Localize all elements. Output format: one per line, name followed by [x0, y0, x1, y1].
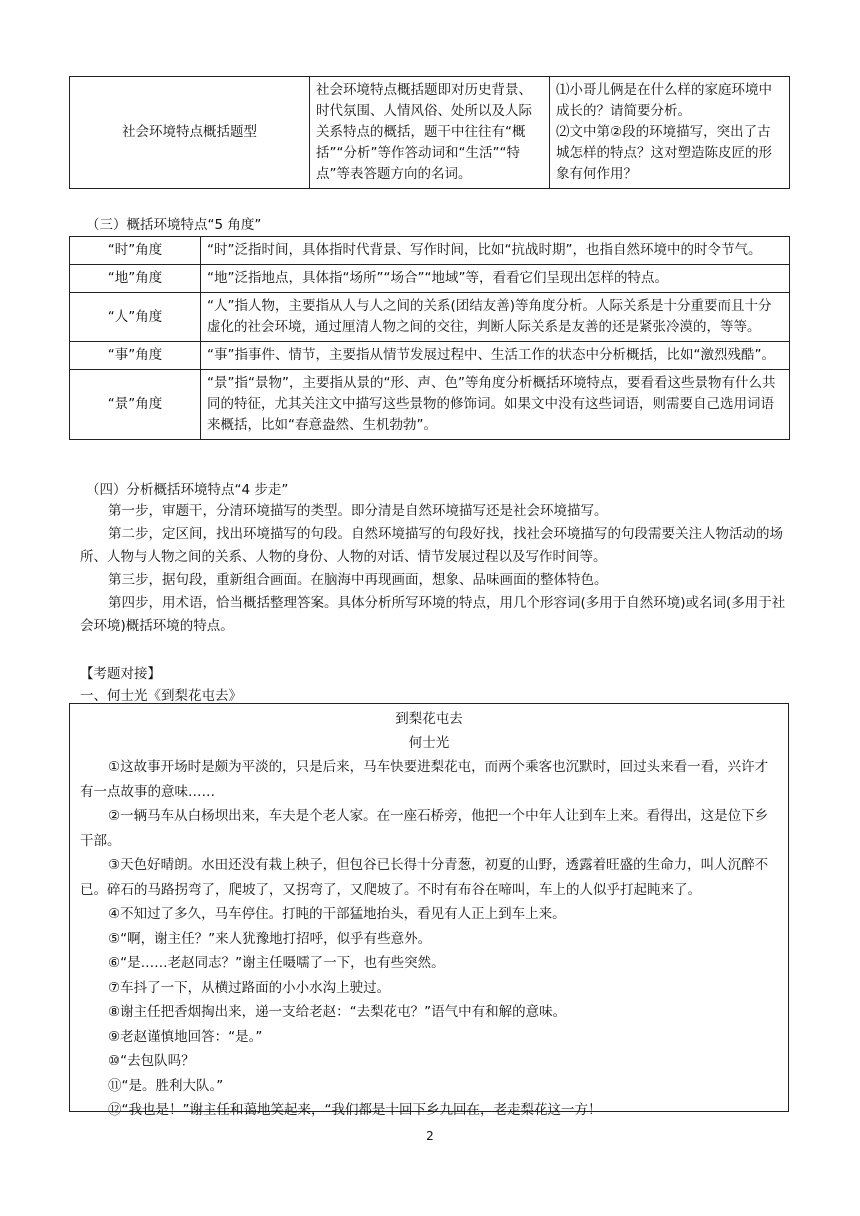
table-row — [70, 237, 790, 265]
type-label-cell: 社会环境特点概括题型 — [70, 77, 310, 189]
angle-text: “事”指事件、情节，主要指从情节发展过程中、生活工作的状态中分析概括，比如“激烈残酷”。 — [201, 342, 790, 370]
section-heading: （三）概括环境特点“5 角度” — [86, 217, 262, 233]
angle-key: “景”角度 — [70, 370, 201, 440]
step-paragraph: 第四步，用术语，恰当概括整理答案。具体分析所写环境的特点，用几个形容词(多用于自然环境)或名词(多用于社会环境)概括环境的特点。 — [80, 595, 786, 634]
table-row — [70, 293, 790, 342]
passage-author: 何士光 — [408, 735, 450, 751]
angle-text: “人”指人物，主要指从人与人之间的关系(团结友善)等角度分析。人际关系是十分重要而且十分虚化的社会环境，通过厘清人物之间的交往，判断人际关系是友善的还是紧张冷漠的，等等。 — [201, 293, 790, 342]
reading-passage-box — [69, 703, 789, 1118]
type-description-cell: 社会环境特点概括题即对历史背景、时代氛围、人情风俗、处所以及人际关系特点的概括，题干中往往有“概括”“分析”等作答动词和“生活”“特点”等表答题方向的名词。 — [310, 77, 550, 189]
passage-paragraph: ②一辆马车从白杨坝出来，车夫是个老人家。在一座石桥旁，他把一个中年人让到车上来。看得出，这是位下乡干部。 — [80, 808, 769, 849]
angle-key: “事”角度 — [70, 342, 201, 370]
table-row — [70, 265, 790, 293]
angle-text: “地”泛指地点，具体指“场所”“场合”“地域”等，看看它们呈现出怎样的特点。 — [201, 265, 790, 293]
section-heading: （四）分析概括环境特点“4 步走” — [86, 482, 289, 498]
angle-key: “地”角度 — [70, 265, 201, 293]
table-row — [70, 370, 790, 440]
passage-paragraph: ⑫“我也是！”谢主任和蔼地笑起来，“我们都是十回下乡九回在，老走梨花这一方！ — [108, 1102, 602, 1118]
angle-text: “时”泛指时间，具体指时代背景、写作时间，比如“抗战时期”，也指自然环境中的时令节气。 — [201, 237, 790, 265]
passage-paragraph: ⑤“啊，谢主任？”来人犹豫地打招呼，似乎有些意外。 — [108, 930, 432, 947]
steps-block — [80, 500, 792, 638]
passage-paragraph: ⑥“是……老赵同志？”谢主任嗫嚅了一下，也有些突然。 — [108, 955, 445, 971]
passage-paragraph: ⑨老赵谨慎地回答：“是。” — [108, 1028, 263, 1045]
passage-paragraph: ⑪“是。胜利大队。” — [108, 1077, 224, 1094]
passage-paragraph: ①这故事开场时是颇为平淡的，只是后来，马车快要进梨花屯，而两个乘客也沉默时，回过头来看一看，兴许才有一点故事的意味…… — [80, 759, 769, 800]
passage-paragraph: ③天色好晴朗。水田还没有栽上秧子，但包谷已长得十分青葱，初夏的山野，透露着旺盛的生命力，叫人沉醉不已。碎石的马路拐弯了，爬坡了，又拐弯了，又爬坡了。不时有布谷在啼叫，车上的人似乎打起盹来了。 — [80, 857, 769, 898]
angle-key: “时”角度 — [70, 237, 201, 265]
step-paragraph: 第二步，定区间，找出环境描写的句段。自然环境描写的句段好找，找社会环境描写的句段需要关注人物活动的场所、人物与人物之间的关系、人物的身份、人物的对话、情节发展过程以及写作时间等。 — [80, 526, 783, 565]
table-row — [70, 77, 790, 189]
five-angles-table — [69, 236, 790, 440]
example-question: ⑴小哥儿俩是在什么样的家庭环境中成长的？请简要分析。 — [556, 82, 772, 119]
exam-link-heading: 【考题对接】 — [80, 666, 161, 682]
step-paragraph: 第三步，据句段，重新组合画面。在脑海中再现画面，想象、品味画面的整体特色。 — [108, 572, 608, 588]
question-type-table — [69, 76, 790, 189]
passage-paragraph: ④不知过了多久，马车停住。打盹的干部猛地抬头，看见有人正上到车上来。 — [108, 906, 566, 922]
angle-key: “人”角度 — [70, 293, 201, 342]
angle-text: “景”指“景物”，主要指从景的“形、声、色”等角度分析概括环境特点，要看看这些景物有什么共同的特征，尤其关注文中描写这些景物的修饰词。如果文中没有这些词语，则需要自己选用词语来概括，比如“春意盎然、生机勃勃”。 — [201, 370, 790, 440]
page-number: 2 — [426, 1129, 434, 1143]
passage-paragraph: ⑧谢主任把香烟掏出来，递一支给老赵：“去梨花屯？”语气中有和解的意味。 — [108, 1004, 567, 1020]
type-examples-cell — [550, 77, 790, 189]
example-question: ⑵文中第②段的环境描写，突出了古城怎样的特点？这对塑造陈皮匠的形象有何作用？ — [556, 124, 772, 182]
passage-paragraph: ⑩“去包队吗？ — [108, 1053, 195, 1069]
passage-title: 到梨花屯去 — [395, 711, 463, 727]
passage-section-heading: 一、何士光《到梨花屯去》 — [80, 688, 242, 704]
step-paragraph: 第一步，审题干，分清环境描写的类型。即分清是自然环境描写还是社会环境描写。 — [108, 503, 608, 519]
table-row — [70, 342, 790, 370]
passage-paragraph: ⑦车抖了一下，从横过路面的小小水沟上驶过。 — [108, 979, 391, 996]
